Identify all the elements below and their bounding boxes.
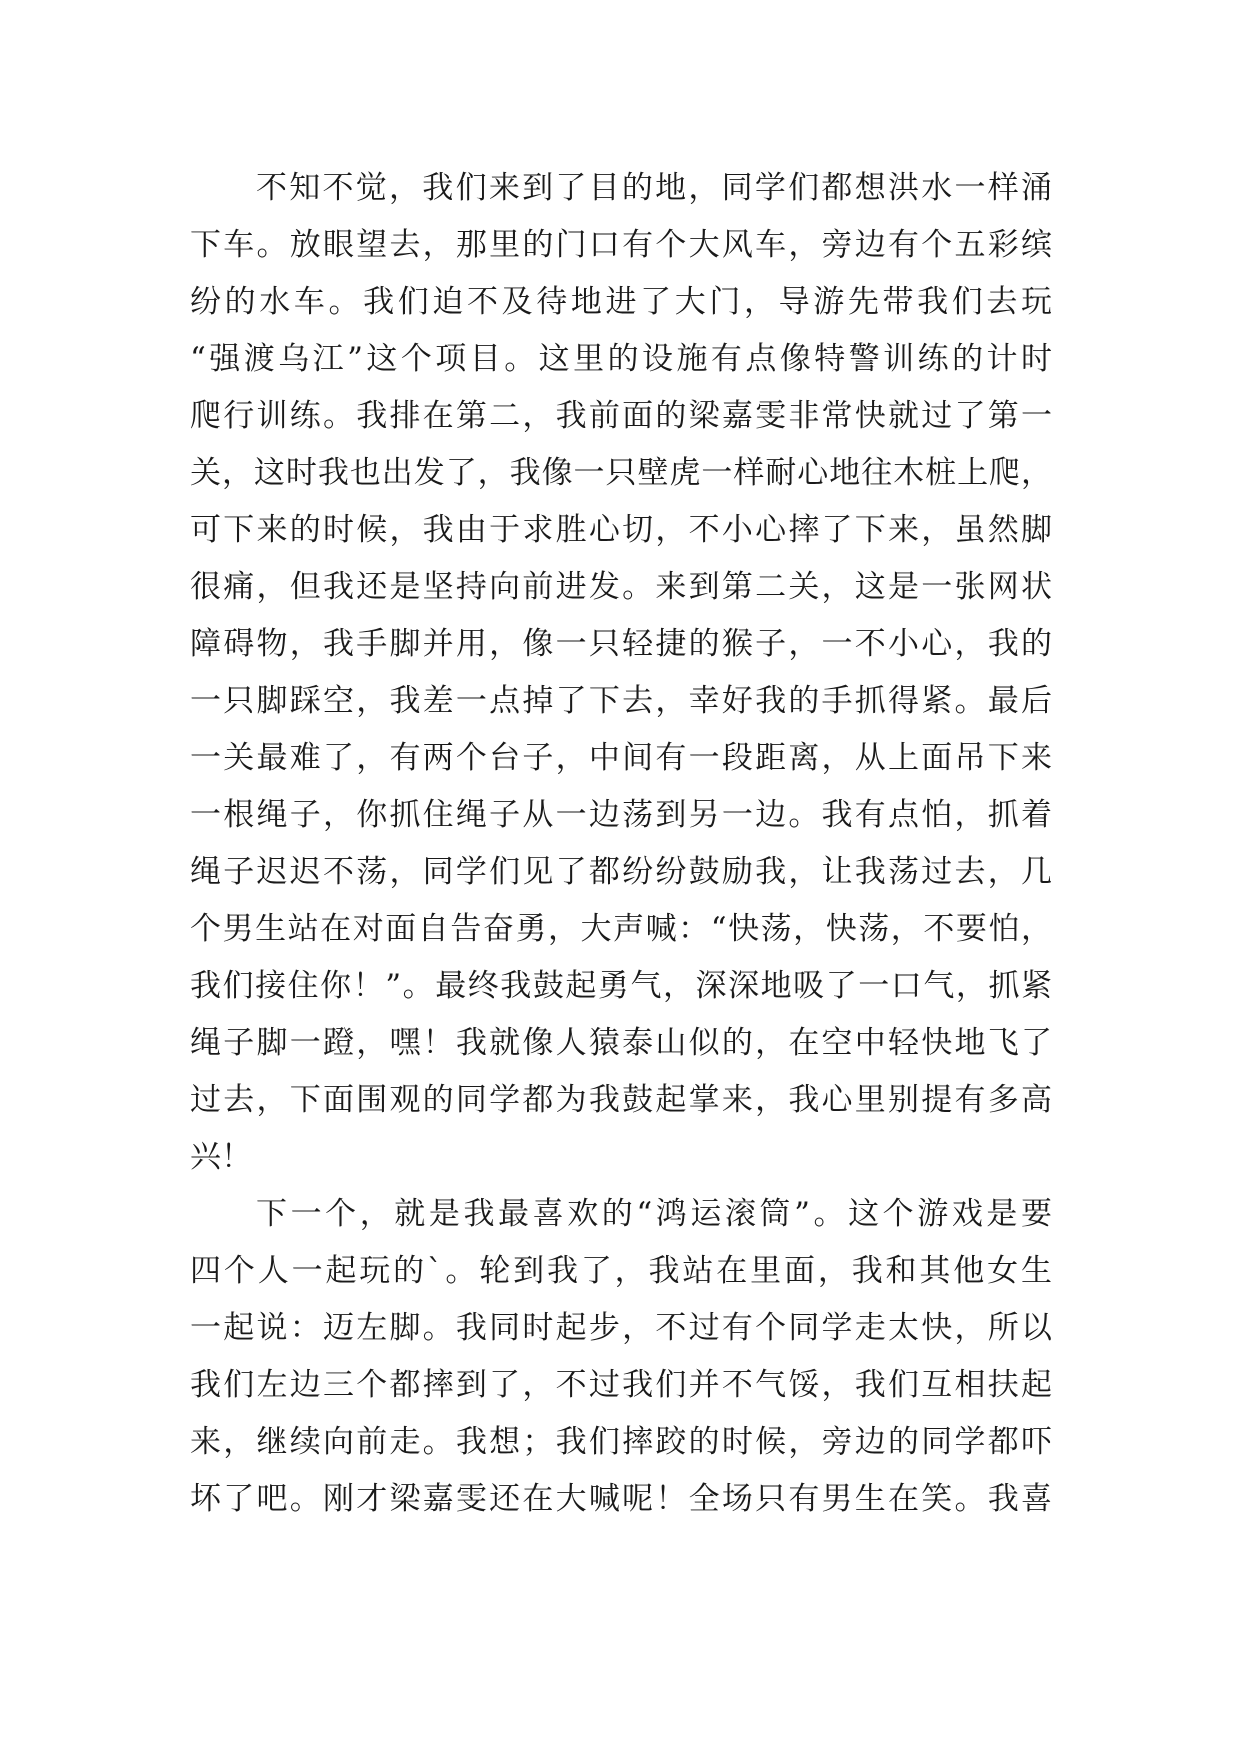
text-line: 不知不觉，我们来到了目的地，同学们都想洪水一样涌 <box>256 170 1052 206</box>
text-line: 兴！ <box>190 1139 252 1175</box>
text-line: 关，这时我也出发了，我像一只壁虎一样耐心地往木桩上爬， <box>190 455 1052 491</box>
text-line: 一起说：迈左脚。我同时起步，不过有个同学走太快，所以 <box>190 1310 1052 1346</box>
text-line: 一只脚踩空，我差一点掉了下去，幸好我的手抓得紧。最后 <box>190 683 1052 719</box>
text-line: 我们左边三个都摔到了，不过我们并不气馁，我们互相扶起 <box>190 1367 1052 1403</box>
text-line: 很痛，但我还是坚持向前进发。来到第二关，这是一张网状 <box>190 569 1052 605</box>
text-line: 来，继续向前走。我想；我们摔跤的时候，旁边的同学都吓 <box>190 1424 1052 1460</box>
text-line: 爬行训练。我排在第二，我前面的梁嘉雯非常快就过了第一 <box>190 398 1052 434</box>
text-line: 可下来的时候，我由于求胜心切，不小心摔了下来，虽然脚 <box>190 512 1052 548</box>
text-line: 绳子迟迟不荡，同学们见了都纷纷鼓励我，让我荡过去，几 <box>190 854 1052 890</box>
text-line: 个男生站在对面自告奋勇，大声喊：“快荡，快荡，不要怕， <box>190 911 1052 947</box>
text-line: 一根绳子，你抓住绳子从一边荡到另一边。我有点怕，抓着 <box>190 797 1052 833</box>
text-line: 我们接住你！”。最终我鼓起勇气，深深地吸了一口气，抓紧 <box>190 968 1052 1004</box>
text-line: 一关最难了，有两个台子，中间有一段距离，从上面吊下来 <box>190 740 1052 776</box>
text-line: 坏了吧。刚才梁嘉雯还在大喊呢！全场只有男生在笑。我喜 <box>190 1481 1052 1517</box>
paragraph-1 <box>190 160 1052 1186</box>
text-line: 下一个，就是我最喜欢的“鸿运滚筒”。这个游戏是要 <box>256 1196 1052 1232</box>
paragraph-2 <box>190 1186 1052 1528</box>
text-line: “强渡乌江”这个项目。这里的设施有点像特警训练的计时 <box>190 341 1052 377</box>
text-line: 障碍物，我手脚并用，像一只轻捷的猴子，一不小心，我的 <box>190 626 1052 662</box>
text-line: 纷的水车。我们迫不及待地进了大门，导游先带我们去玩 <box>190 284 1052 320</box>
text-line: 下车。放眼望去，那里的门口有个大风车，旁边有个五彩缤 <box>190 227 1052 263</box>
text-line: 绳子脚一蹬，嘿！我就像人猿泰山似的，在空中轻快地飞了 <box>190 1025 1052 1061</box>
document-body <box>190 160 1052 1528</box>
text-line: 过去，下面围观的同学都为我鼓起掌来，我心里别提有多高 <box>190 1082 1052 1118</box>
text-line: 四个人一起玩的`。轮到我了，我站在里面，我和其他女生 <box>190 1253 1052 1289</box>
